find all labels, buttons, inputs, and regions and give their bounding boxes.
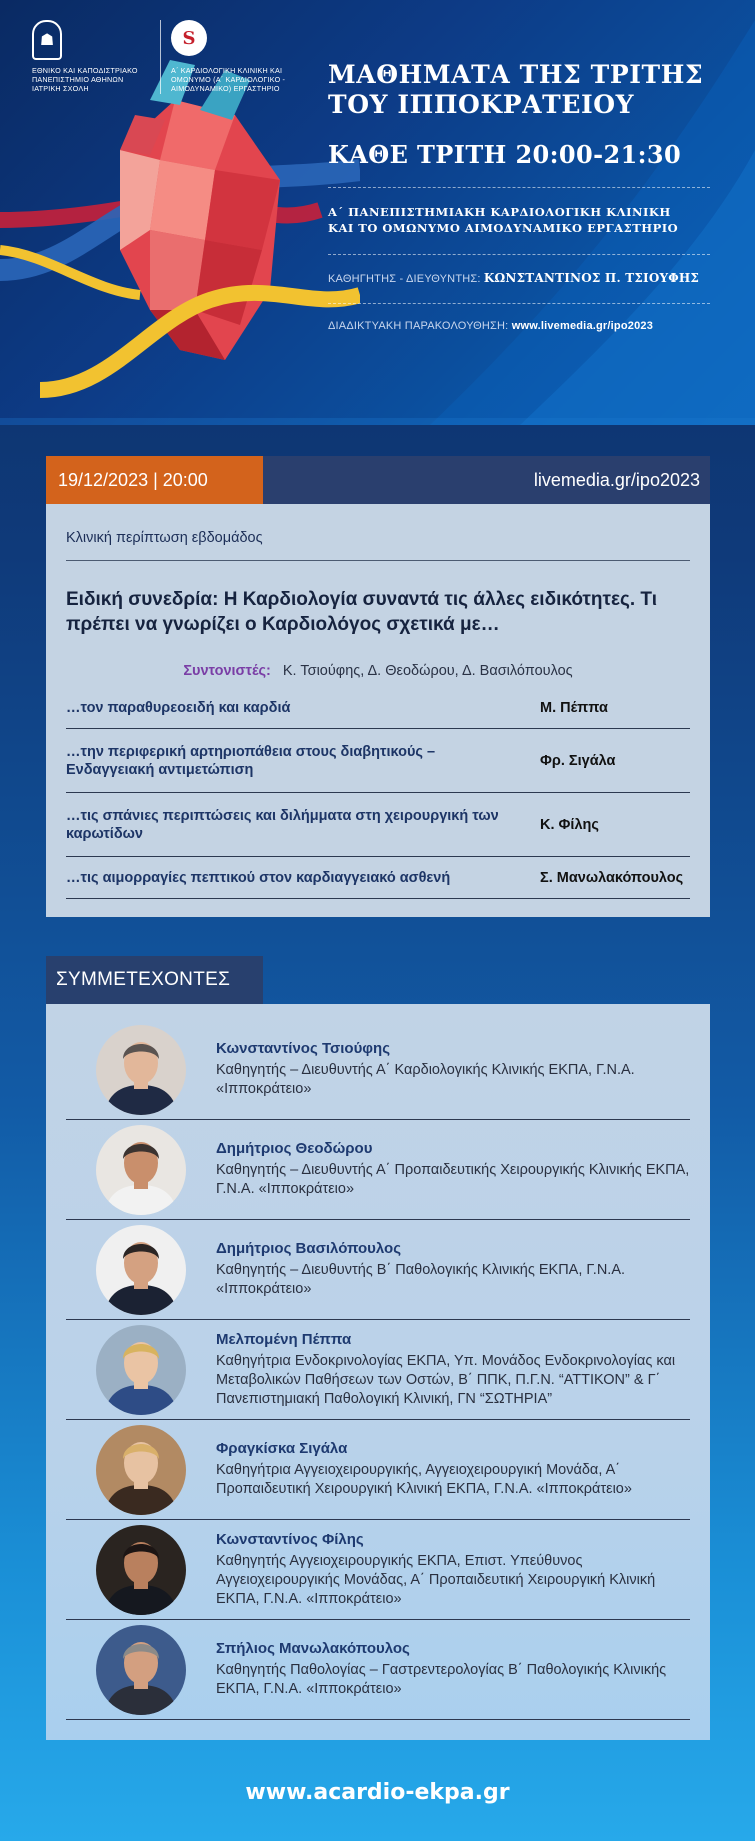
participant-role: Καθηγήτρια Αγγειοχειρουργικής, Αγγειοχειρουργική Μονάδα, Α΄ Προπαιδευτική Χειρουργική Κλινική ΕΚΠΑ, Γ.Ν.Α. «Ιπποκράτειο» — [216, 1462, 632, 1497]
avatar — [96, 1425, 186, 1515]
talk-speaker: Μ. Πέππα — [540, 699, 608, 716]
participant-info — [216, 1331, 690, 1409]
director-label: ΚΑΘΗΓΗΤΗΣ - ΔΙΕΥΘΥΝΤΗΣ: — [328, 273, 481, 285]
participant-row — [66, 1020, 690, 1120]
stream-label: ΔΙΑΔΙΚΤΥΑΚΗ ΠΑΡΑΚΟΛΟΥΘΗΣΗ: — [328, 320, 509, 332]
clinic-line2: ΚΑΙ ΤΟ ΟΜΩΝΥΜΟ ΑΙΜΟΔΥΝΑΜΙΚΟ ΕΡΓΑΣΤΗΡΙΟ — [328, 221, 679, 235]
talk-row — [66, 857, 690, 899]
case-of-week-label: Κλινική περίπτωση εβδομάδος — [66, 520, 690, 561]
avatar — [96, 1225, 186, 1315]
page-title-line1: ΜΑΘΗΜΑΤΑ ΤΗΣ ΤΡΙΤΗΣ — [328, 60, 704, 89]
participant-role: Καθηγητής – Διευθυντής Β΄ Παθολογικής Κλινικής ΕΚΠΑ, Γ.Ν.Α. «Ιπποκράτειο» — [216, 1262, 626, 1297]
schedule-text: ΚΑΘΕ ΤΡΙΤΗ 20:00-21:30 — [328, 140, 682, 169]
header-info — [328, 60, 728, 332]
stream-url-link[interactable]: www.livemedia.gr/ipo2023 — [511, 320, 654, 332]
participant-info — [216, 1040, 690, 1099]
acardio-logo-icon: S — [171, 20, 207, 56]
talk-speaker: Σ. Μανωλακόπουλος — [540, 869, 684, 886]
participant-row — [66, 1520, 690, 1620]
participant-info — [216, 1440, 690, 1499]
talk-topic: …τον παραθυρεοειδή και καρδιά — [66, 699, 291, 716]
participant-name: Κωνσταντίνος Φίλης — [216, 1530, 364, 1548]
session-url-link[interactable]: livemedia.gr/ipo2023 — [263, 456, 710, 504]
avatar — [96, 1525, 186, 1615]
stream-line — [328, 320, 728, 332]
session-title: Ειδική συνεδρία: Η Καρδιολογία συναντά τις άλλες ειδικότητες. Τι πρέπει να γνωρίζει ο Καρδιολόγος σχετικά με… — [66, 589, 657, 635]
logo-divider — [160, 20, 161, 94]
participant-row — [66, 1420, 690, 1520]
talk-speaker: Φρ. Σιγάλα — [540, 752, 616, 769]
talk-topic: …τις αιμορραγίες πεπτικού στον καρδιαγγειακό ασθενή — [66, 869, 451, 886]
divider — [328, 303, 710, 304]
coordinators-line — [66, 663, 690, 679]
participant-role: Καθηγητής Αγγειοχειρουργικής ΕΚΠΑ, Επιστ. Υπεύθυνος Αγγειοχειρουργικής Μονάδας, Α΄ Προπαιδευτική Χειρουργική Κλινική ΕΚΠΑ, Γ.Ν.Α. «Ιπποκράτειο» — [216, 1552, 656, 1607]
footer-website-link[interactable]: www.acardio-ekpa.gr — [245, 1780, 510, 1805]
avatar — [96, 1025, 186, 1115]
participant-name: Φραγκίσκα Σιγάλα — [216, 1440, 348, 1457]
header-logos — [32, 20, 301, 94]
session-date: 19/12/2023 | 20:00 — [46, 456, 263, 504]
university-name: ΕΘΝΙΚΟ ΚΑΙ ΚΑΠΟΔΙΣΤΡΙΑΚΟ ΠΑΝΕΠΙΣΤΗΜΙΟ ΑΘΗΝΩΝ ΙΑΤΡΙΚΗ ΣΧΟΛΗ — [32, 66, 138, 93]
talk-row — [66, 729, 690, 793]
director-line — [328, 271, 728, 285]
participant-name: Σπήλιος Μανωλακόπουλος — [216, 1640, 410, 1657]
participant-row — [66, 1120, 690, 1220]
participant-name: Δημήτριος Θεοδώρου — [216, 1140, 373, 1157]
avatar — [96, 1625, 186, 1715]
participant-name: Μελπομένη Πέππα — [216, 1330, 352, 1348]
session-body — [46, 504, 710, 917]
heart-illustration — [0, 60, 360, 400]
session-header — [46, 456, 710, 504]
participant-name: Κωνσταντίνος Τσιούφης — [216, 1040, 391, 1057]
session-card — [46, 456, 710, 917]
participants-list — [46, 1004, 710, 1740]
participant-info — [216, 1640, 690, 1699]
participant-role: Καθηγητής Παθολογίας – Γαστρεντερολογίας Β΄ Παθολογικής Κλινικής ΕΚΠΑ, Γ.Ν.Α. «Ιπποκράτειο» — [216, 1662, 667, 1697]
participant-row — [66, 1220, 690, 1320]
participant-role: Καθηγητής – Διευθυντής Α΄ Καρδιολογικής Κλινικής ΕΚΠΑ, Γ.Ν.Α. «Ιπποκράτειο» — [216, 1062, 635, 1097]
participant-row — [66, 1620, 690, 1720]
clinic-line1: Α΄ ΠΑΝΕΠΙΣΤΗΜΙΑΚΗ ΚΑΡΔΙΟΛΟΓΙΚΗ ΚΛΙΝΙΚΗ — [328, 205, 671, 219]
talk-row — [66, 793, 690, 857]
participants-heading: ΣΥΜΜΕΤΕΧΟΝΤΕΣ — [46, 956, 263, 1004]
participant-info — [216, 1240, 690, 1299]
talk-row — [66, 687, 690, 729]
clinic-logo-text: Α΄ ΚΑΡΔΙΟΛΟΓΙΚΗ ΚΛΙΝΙΚΗ ΚΑΙ ΟΜΩΝΥΜΟ (Α΄ ΚΑΡΔΙΟΛΟΓΙΚΟ - ΑΙΜΟΔΥΝΑΜΙΚΟ) ΕΡΓΑΣΤΗΡΙΟ — [171, 66, 286, 93]
director-name: ΚΩΝΣΤΑΝΤΙΝΟΣ Π. ΤΣΙΟΥΦΗΣ — [483, 271, 700, 285]
participants-section — [46, 956, 710, 1740]
participant-role: Καθηγητής – Διευθυντής Α΄ Προπαιδευτικής Χειρουργικής Κλινικής ΕΚΠΑ, Γ.Ν.Α. «Ιπποκράτειο» — [216, 1162, 690, 1197]
header-banner — [0, 0, 755, 425]
talk-speaker: Κ. Φίλης — [540, 816, 599, 833]
talk-topic: …τις σπάνιες περιπτώσεις και διλήμματα στη χειρουργική των καρωτίδων — [66, 807, 499, 842]
participant-info — [216, 1531, 690, 1609]
university-logo-icon: ☗ — [32, 20, 62, 60]
page-title-line2: ΤΟΥ ΙΠΠΟΚΡΑΤΕΙΟΥ — [328, 90, 635, 119]
divider — [328, 187, 710, 188]
avatar — [96, 1125, 186, 1215]
coordinators-names: Κ. Τσιούφης, Δ. Θεοδώρου, Δ. Βασιλόπουλος — [282, 663, 573, 679]
participant-name: Δημήτριος Βασιλόπουλος — [216, 1240, 402, 1257]
participant-info — [216, 1140, 690, 1199]
talk-topic: …την περιφερική αρτηριοπάθεια στους διαβητικούς – Ενδαγγειακή αντιμετώπιση — [66, 743, 436, 778]
divider — [328, 254, 710, 255]
talk-list — [66, 687, 690, 899]
participant-role: Καθηγήτρια Ενδοκρινολογίας ΕΚΠΑ, Υπ. Μονάδος Ενδοκρινολογίας και Μεταβολικών Παθήσεων των Οστών, Β΄ ΠΠΚ, Π.Γ.Ν. “ΑΤΤΙΚΟΝ” & Γ΄ Πανεπιστημιακή Παθολογική Κλινική, ΓΝ “ΣΩΤΗΡΙΑ” — [216, 1352, 676, 1407]
participant-row — [66, 1320, 690, 1420]
coordinators-label: Συντονιστές: — [183, 663, 271, 679]
avatar — [96, 1325, 186, 1415]
